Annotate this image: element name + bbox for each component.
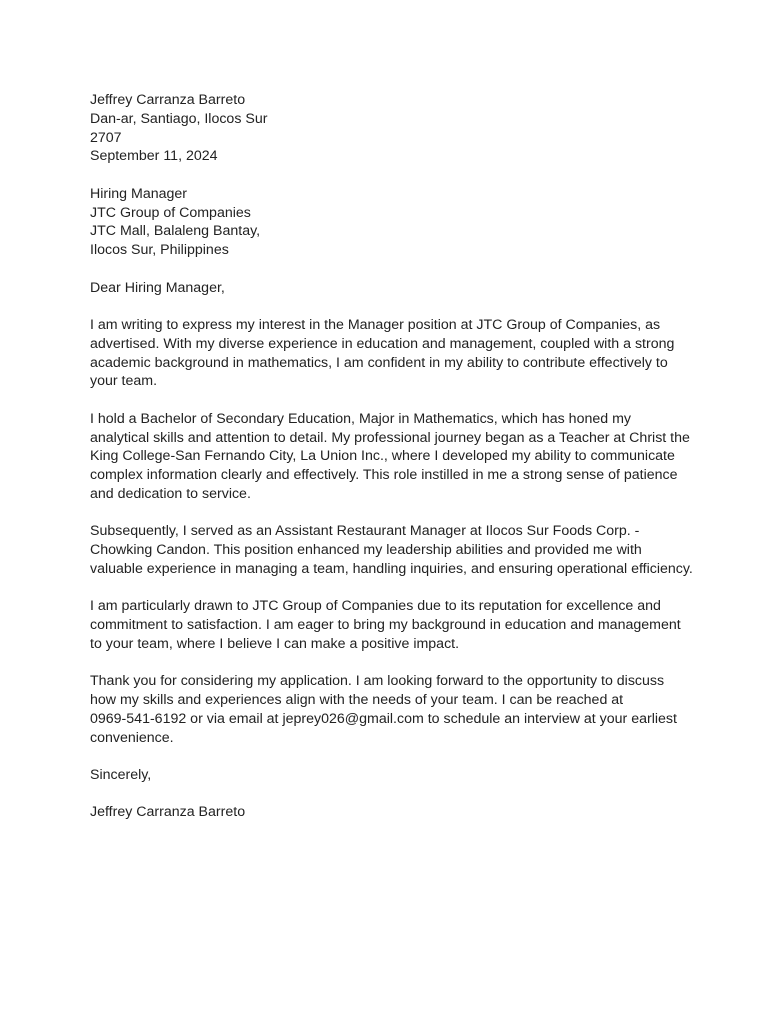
- paragraph-line: I am particularly drawn to JTC Group of Companies due to its reputation for excellence and: [90, 598, 661, 615]
- salutation-text: Dear Hiring Manager,: [90, 279, 225, 296]
- paragraph-line: to your team, where I believe I can make a positive impact.: [90, 635, 460, 652]
- paragraph-line: analytical skills and attention to detail. My professional journey began as a Teacher at Christ the: [90, 429, 690, 446]
- recipient-block: [90, 185, 690, 260]
- paragraph-line: your team.: [90, 373, 158, 390]
- salutation: [90, 279, 690, 298]
- signature-name: Jeffrey Carranza Barreto: [90, 804, 246, 821]
- paragraph-line: academic background in mathematics, I am confident in my ability to contribute effectively to: [90, 354, 668, 371]
- body-paragraph: [90, 522, 693, 578]
- letter-date: September 11, 2024: [90, 148, 218, 165]
- closing-text: Sincerely,: [90, 767, 152, 784]
- closing: [90, 766, 690, 785]
- paragraph-line: advertised. With my diverse experience in education and management, coupled with a strong: [90, 335, 675, 352]
- paragraph-line: I am writing to express my interest in the Manager position at JTC Group of Companies, as: [90, 316, 661, 333]
- cover-letter: [90, 91, 693, 841]
- paragraph-line: Thank you for considering my application. I am looking forward to the opportunity to discuss: [90, 673, 665, 690]
- signature: [90, 803, 690, 822]
- paragraph-line: King College-San Fernando City, La Union Inc., where I developed my ability to communicate: [90, 448, 675, 465]
- sender-name: Jeffrey Carranza Barreto: [90, 92, 246, 108]
- paragraph-line: valuable experience in managing a team, handling inquiries, and ensuring operational efficiency.: [90, 560, 693, 577]
- body-paragraph: [90, 597, 690, 653]
- recipient-title: Hiring Manager: [90, 185, 187, 202]
- sender-block: [90, 91, 690, 166]
- recipient-address-line-1: JTC Mall, Balaleng Bantay,: [90, 223, 261, 240]
- recipient-address-line-2: Ilocos Sur, Philippines: [90, 242, 229, 259]
- paragraph-line: 0969-541-6192 or via email at jeprey026@gmail.com to schedule an interview at your earliest: [90, 710, 677, 727]
- recipient-company: JTC Group of Companies: [90, 204, 251, 221]
- body-paragraph: [90, 672, 690, 747]
- paragraph-line: I hold a Bachelor of Secondary Education, Major in Mathematics, which has honed my: [90, 410, 631, 427]
- paragraph-line: and dedication to service.: [90, 485, 251, 502]
- body-paragraph: [90, 316, 690, 391]
- paragraph-line: complex information clearly and effectively. This role instilled in me a strong sense of patience: [90, 467, 678, 484]
- sender-postal-code: 2707: [90, 129, 122, 146]
- paragraph-line: commitment to satisfaction. I am eager to bring my background in education and management: [90, 617, 681, 634]
- paragraph-line: how my skills and experiences align with the needs of your team. I can be reached at: [90, 692, 624, 709]
- paragraph-line: convenience.: [90, 729, 174, 746]
- paragraph-line: Chowking Candon. This position enhanced my leadership abilities and provided me with: [90, 542, 642, 559]
- paragraph-line: Subsequently, I served as an Assistant Restaurant Manager at Ilocos Sur Foods Corp. -: [90, 523, 640, 540]
- sender-address: Dan-ar, Santiago, Ilocos Sur: [90, 110, 268, 127]
- body-paragraph: [90, 410, 690, 504]
